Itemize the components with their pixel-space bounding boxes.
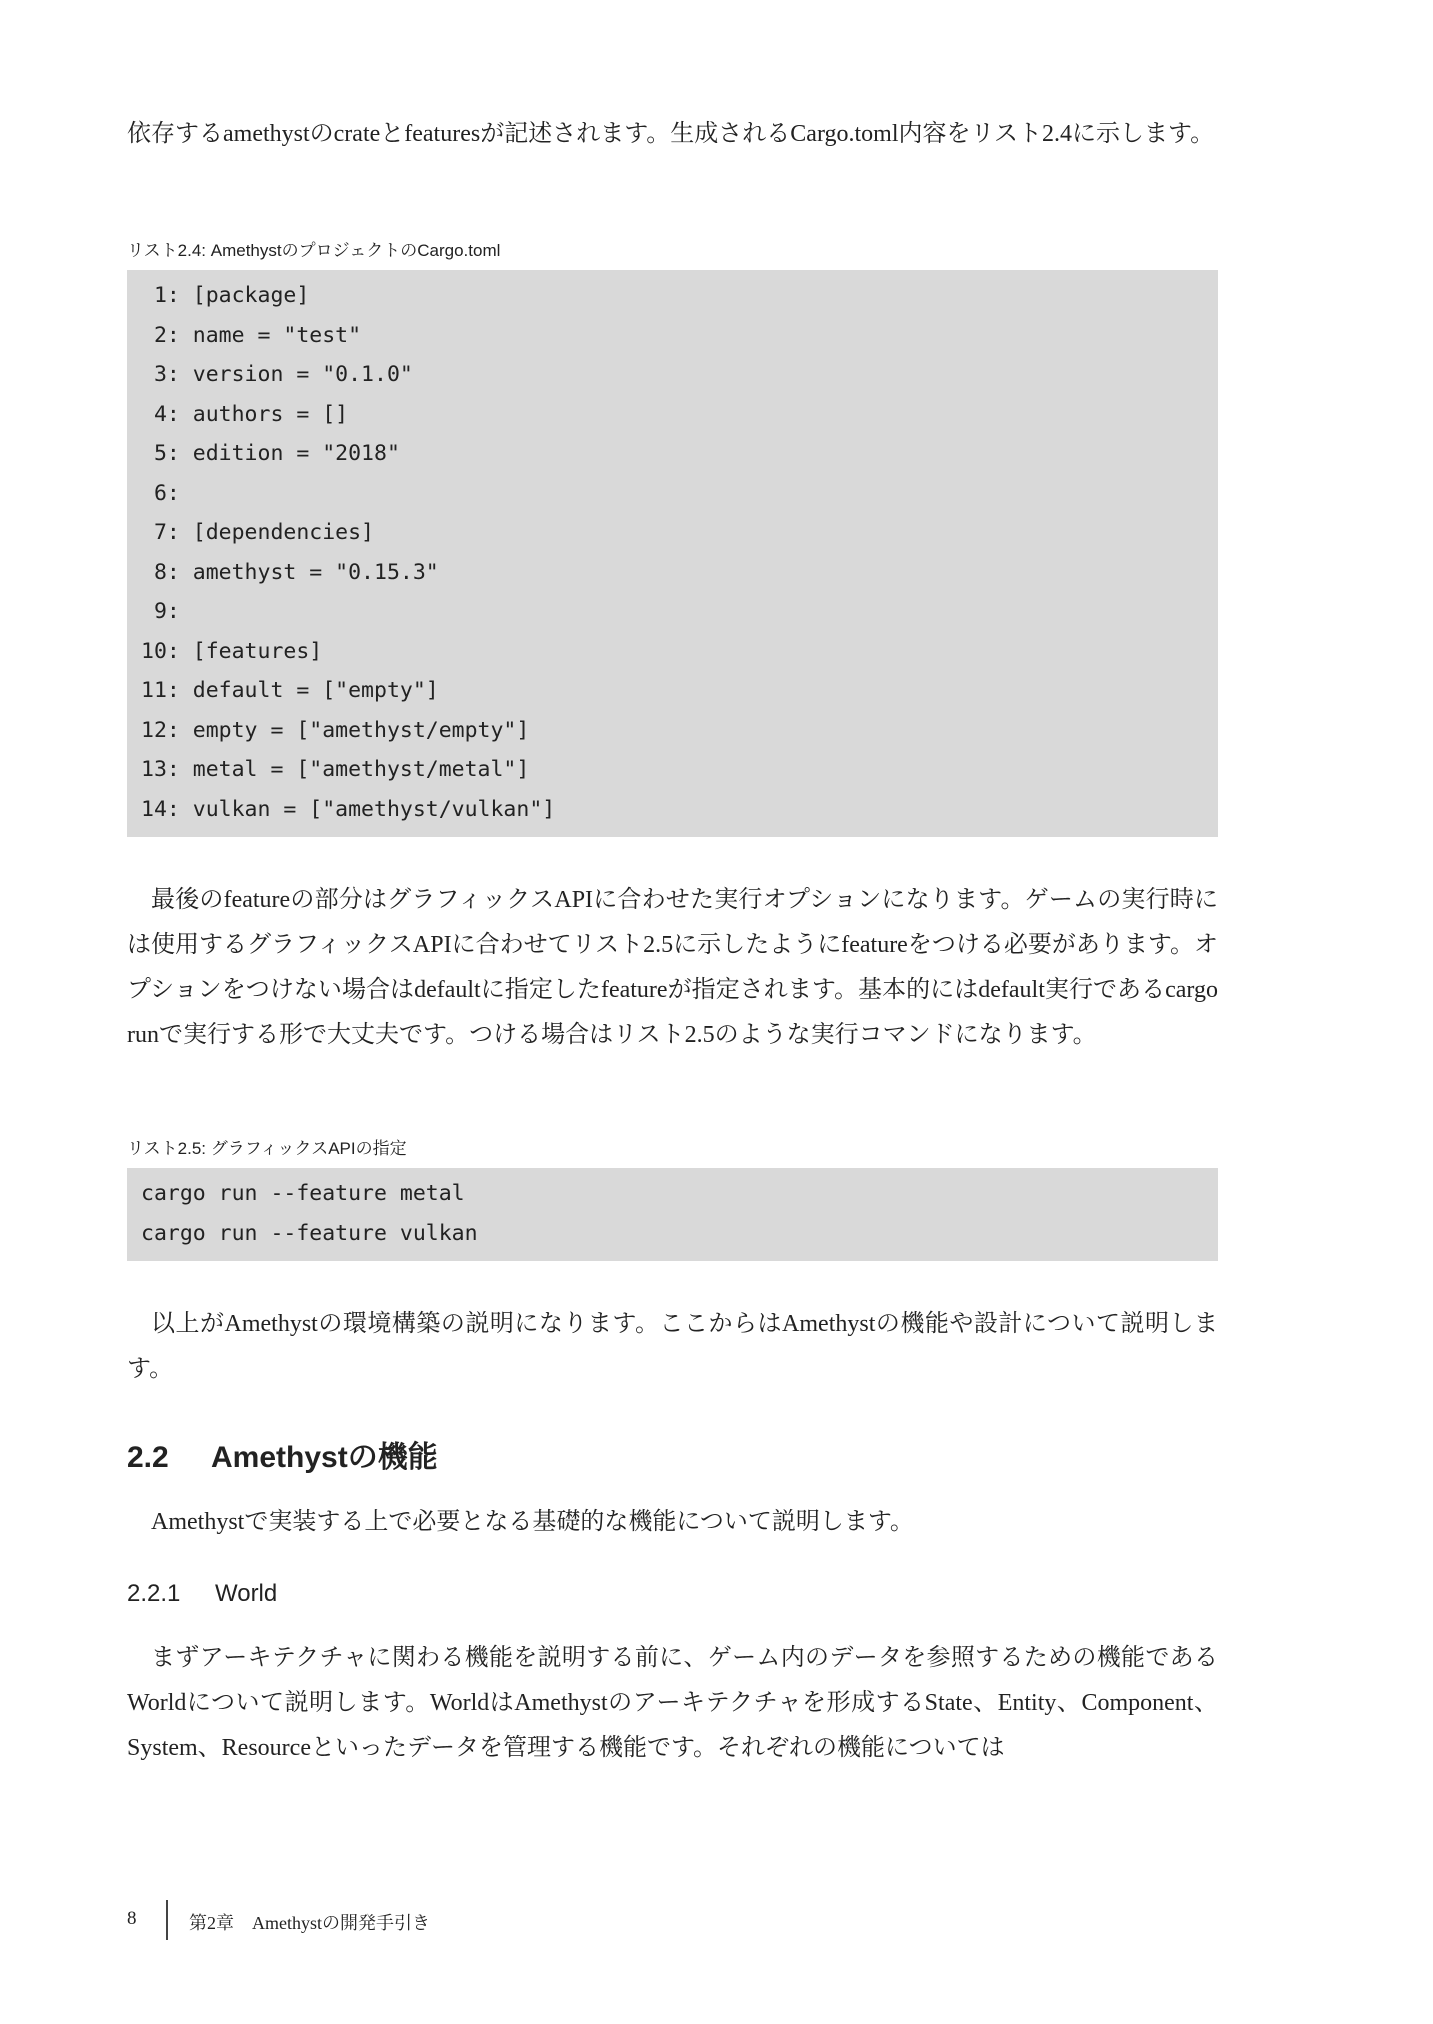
code-line: 8: amethyst = "0.15.3" [141, 559, 439, 585]
code-line: 5: edition = "2018" [141, 441, 400, 466]
section-title: Amethystの機能 [211, 1441, 438, 1474]
chapter-title: 第2章 Amethystの開発手引き [189, 1913, 430, 1933]
subsection-body: まずアーキテクチャに関わる機能を説明する前に、ゲーム内のデータを参照するための機能であるWorldについて説明します。WorldはAmethystのアーキテクチャを形成するState、Entity、Component、System、Resourceといったデータを管理する機能です。それぞれの機能については [127, 1645, 1218, 1761]
section-intro: Amethystで実装する上で必要となる基礎的な機能について説明します。 [151, 1509, 914, 1535]
section-heading [127, 1438, 1218, 1478]
code-line: 9: [141, 599, 180, 624]
listing-2-5 [127, 1138, 1218, 1261]
intro-paragraph: 依存するamethystのcrateとfeaturesが記述されます。生成されるCargo.toml内容をリスト2.4に示します。 [127, 121, 1215, 147]
footer-divider [166, 1900, 168, 1940]
code-line: 12: empty = ["amethyst/empty"] [141, 717, 530, 743]
code-line: cargo run --feature metal [141, 1181, 465, 1206]
section-number: 2.2 [127, 1441, 169, 1474]
code-line: 2: name = "test" [141, 322, 362, 348]
code-line: 1: [package] [141, 283, 310, 308]
subsection-title: World [215, 1580, 278, 1607]
code-line: 10: [features] [141, 638, 323, 664]
code-line: 4: authors = [] [141, 401, 349, 427]
code-line: 13: metal = ["amethyst/metal"] [141, 757, 530, 782]
code-line: 11: default = ["empty"] [141, 678, 439, 703]
code-line: 3: version = "0.1.0" [141, 362, 413, 387]
subsection-number: 2.2.1 [127, 1580, 181, 1607]
page-number: 8 [127, 1908, 137, 1929]
code-line: 7: [dependencies] [141, 520, 374, 545]
feature-paragraph: 最後のfeatureの部分はグラフィックスAPIに合わせた実行オプションになります。ゲームの実行時には使用するグラフィックスAPIに合わせてリスト2.5に示したようにfeatureをつける必要があります。オプションをつけない場合はdefaultに指定したfeatureが指定されます。基本的にはdefault実行であるcargo runで実行する形で大丈夫です。つける場合はリスト2.5のような実行コマンドになります。 [127, 887, 1218, 1048]
code-line: 6: [141, 480, 180, 506]
listing-caption: リスト2.4: AmethystのプロジェクトのCargo.toml [127, 241, 501, 260]
code-line: 14: vulkan = ["amethyst/vulkan"] [141, 796, 556, 822]
listing-caption: リスト2.5: グラフィックスAPIの指定 [127, 1139, 407, 1158]
code-block [127, 270, 1218, 837]
code-block [127, 1168, 1218, 1261]
summary-paragraph: 以上がAmethystの環境構築の説明になります。ここからはAmethystの機能や設計について説明します。 [127, 1311, 1218, 1382]
subsection-heading [127, 1578, 1218, 1610]
code-line: cargo run --feature vulkan [141, 1220, 478, 1246]
listing-2-4 [127, 240, 1218, 837]
